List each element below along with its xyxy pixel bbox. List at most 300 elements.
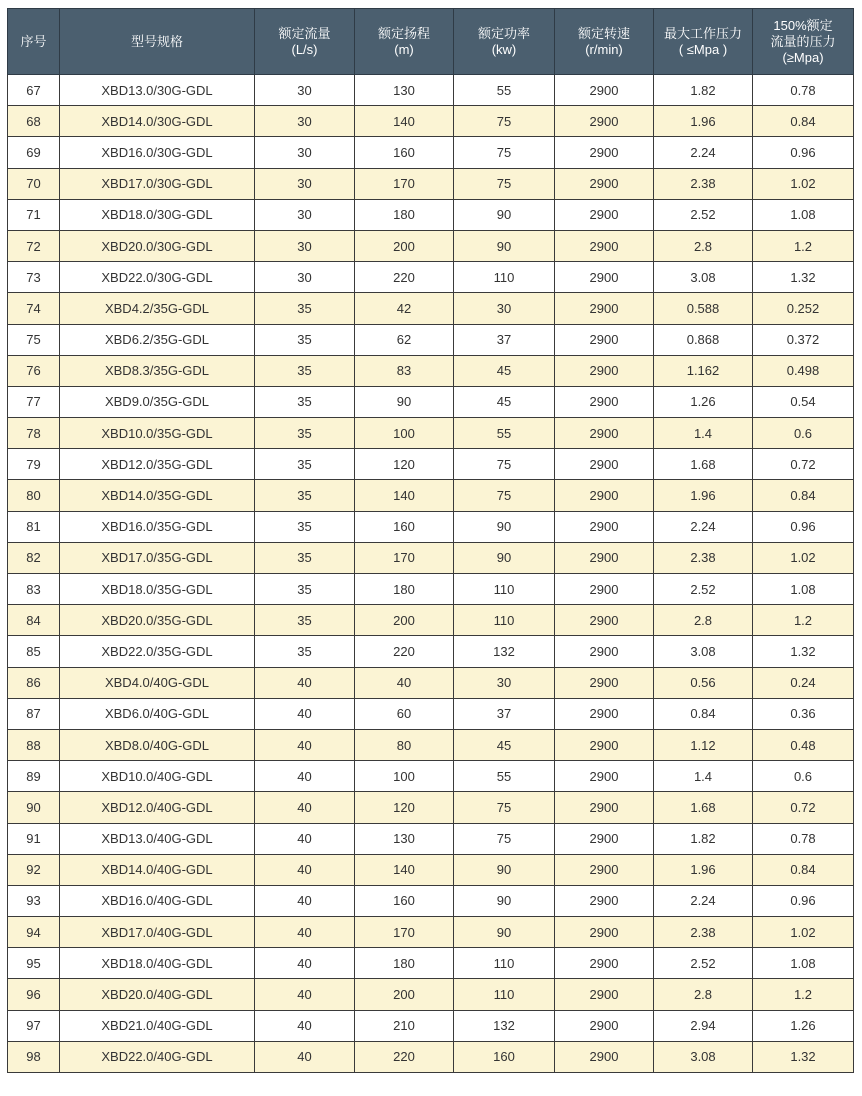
cell-head: 220 xyxy=(355,1041,454,1072)
spec-table-container xyxy=(7,8,853,1073)
cell-head: 140 xyxy=(355,480,454,511)
cell-power: 90 xyxy=(454,854,555,885)
cell-power: 55 xyxy=(454,761,555,792)
cell-head: 200 xyxy=(355,605,454,636)
cell-power: 75 xyxy=(454,106,555,137)
cell-index: 69 xyxy=(8,137,60,168)
cell-power: 75 xyxy=(454,480,555,511)
cell-model: XBD20.0/35G-GDL xyxy=(60,605,255,636)
header-text: 额定转速 xyxy=(577,25,630,41)
cell-max-pressure: 3.08 xyxy=(654,1041,753,1072)
cell-power: 110 xyxy=(454,574,555,605)
cell-power: 75 xyxy=(454,137,555,168)
cell-model: XBD18.0/35G-GDL xyxy=(60,574,255,605)
cell-head: 140 xyxy=(355,854,454,885)
cell-flow: 35 xyxy=(255,386,355,417)
header-speed xyxy=(555,9,654,75)
cell-head: 180 xyxy=(355,948,454,979)
cell-head: 180 xyxy=(355,199,454,230)
cell-head: 62 xyxy=(355,324,454,355)
cell-speed: 2900 xyxy=(555,386,654,417)
cell-speed: 2900 xyxy=(555,823,654,854)
cell-150-pressure: 0.36 xyxy=(753,698,854,729)
cell-flow: 40 xyxy=(255,885,355,916)
cell-speed: 2900 xyxy=(555,230,654,261)
header-text: ( ≤Mpa ) xyxy=(678,41,728,57)
table-row xyxy=(8,480,854,511)
cell-speed: 2900 xyxy=(555,761,654,792)
cell-index: 97 xyxy=(8,1010,60,1041)
table-row xyxy=(8,511,854,542)
cell-model: XBD14.0/35G-GDL xyxy=(60,480,255,511)
cell-speed: 2900 xyxy=(555,542,654,573)
cell-index: 86 xyxy=(8,667,60,698)
table-row xyxy=(8,574,854,605)
cell-head: 100 xyxy=(355,761,454,792)
cell-index: 98 xyxy=(8,1041,60,1072)
cell-power: 55 xyxy=(454,75,555,106)
cell-power: 75 xyxy=(454,792,555,823)
cell-flow: 35 xyxy=(255,636,355,667)
cell-model: XBD14.0/40G-GDL xyxy=(60,854,255,885)
cell-head: 200 xyxy=(355,979,454,1010)
cell-150-pressure: 0.96 xyxy=(753,885,854,916)
cell-speed: 2900 xyxy=(555,355,654,386)
header-text: 额定扬程 xyxy=(377,25,430,41)
cell-flow: 40 xyxy=(255,1010,355,1041)
table-row xyxy=(8,542,854,573)
cell-power: 30 xyxy=(454,293,555,324)
cell-flow: 40 xyxy=(255,854,355,885)
cell-speed: 2900 xyxy=(555,449,654,480)
cell-model: XBD4.0/40G-GDL xyxy=(60,667,255,698)
header-max-pressure xyxy=(654,9,753,75)
cell-model: XBD12.0/40G-GDL xyxy=(60,792,255,823)
cell-speed: 2900 xyxy=(555,636,654,667)
cell-max-pressure: 0.868 xyxy=(654,324,753,355)
cell-speed: 2900 xyxy=(555,948,654,979)
cell-150-pressure: 0.54 xyxy=(753,386,854,417)
table-row xyxy=(8,1010,854,1041)
header-text: (L/s) xyxy=(291,41,318,57)
cell-head: 160 xyxy=(355,885,454,916)
header-row xyxy=(8,9,854,75)
header-text: 150%额定 xyxy=(773,17,833,33)
cell-power: 75 xyxy=(454,823,555,854)
cell-model: XBD14.0/30G-GDL xyxy=(60,106,255,137)
table-row xyxy=(8,667,854,698)
cell-index: 94 xyxy=(8,917,60,948)
cell-model: XBD6.0/40G-GDL xyxy=(60,698,255,729)
cell-index: 76 xyxy=(8,355,60,386)
cell-power: 90 xyxy=(454,542,555,573)
cell-150-pressure: 0.498 xyxy=(753,355,854,386)
cell-max-pressure: 0.84 xyxy=(654,698,753,729)
cell-max-pressure: 2.52 xyxy=(654,199,753,230)
cell-head: 42 xyxy=(355,293,454,324)
table-row xyxy=(8,324,854,355)
cell-max-pressure: 2.8 xyxy=(654,979,753,1010)
cell-max-pressure: 3.08 xyxy=(654,262,753,293)
header-flow xyxy=(255,9,355,75)
cell-flow: 30 xyxy=(255,75,355,106)
table-row xyxy=(8,823,854,854)
cell-index: 92 xyxy=(8,854,60,885)
cell-index: 67 xyxy=(8,75,60,106)
cell-max-pressure: 2.38 xyxy=(654,542,753,573)
cell-index: 68 xyxy=(8,106,60,137)
cell-150-pressure: 0.24 xyxy=(753,667,854,698)
cell-index: 75 xyxy=(8,324,60,355)
cell-flow: 35 xyxy=(255,355,355,386)
cell-max-pressure: 1.68 xyxy=(654,792,753,823)
table-row xyxy=(8,106,854,137)
cell-model: XBD9.0/35G-GDL xyxy=(60,386,255,417)
table-row xyxy=(8,761,854,792)
cell-power: 90 xyxy=(454,511,555,542)
table-row xyxy=(8,262,854,293)
cell-power: 132 xyxy=(454,636,555,667)
cell-max-pressure: 1.68 xyxy=(654,449,753,480)
cell-power: 160 xyxy=(454,1041,555,1072)
cell-max-pressure: 1.12 xyxy=(654,729,753,760)
cell-head: 200 xyxy=(355,230,454,261)
cell-power: 110 xyxy=(454,979,555,1010)
cell-index: 91 xyxy=(8,823,60,854)
cell-index: 73 xyxy=(8,262,60,293)
cell-power: 90 xyxy=(454,230,555,261)
table-row xyxy=(8,605,854,636)
table-row xyxy=(8,1041,854,1072)
cell-index: 71 xyxy=(8,199,60,230)
cell-max-pressure: 1.96 xyxy=(654,854,753,885)
cell-speed: 2900 xyxy=(555,667,654,698)
cell-model: XBD6.2/35G-GDL xyxy=(60,324,255,355)
cell-index: 84 xyxy=(8,605,60,636)
cell-model: XBD16.0/40G-GDL xyxy=(60,885,255,916)
cell-max-pressure: 2.24 xyxy=(654,885,753,916)
cell-flow: 40 xyxy=(255,667,355,698)
cell-index: 93 xyxy=(8,885,60,916)
cell-speed: 2900 xyxy=(555,854,654,885)
cell-flow: 30 xyxy=(255,230,355,261)
cell-150-pressure: 1.2 xyxy=(753,230,854,261)
cell-max-pressure: 1.82 xyxy=(654,75,753,106)
table-row xyxy=(8,792,854,823)
cell-flow: 35 xyxy=(255,449,355,480)
cell-speed: 2900 xyxy=(555,293,654,324)
cell-model: XBD10.0/40G-GDL xyxy=(60,761,255,792)
cell-power: 45 xyxy=(454,729,555,760)
cell-model: XBD17.0/35G-GDL xyxy=(60,542,255,573)
header-text: (kw) xyxy=(491,41,517,57)
cell-flow: 30 xyxy=(255,199,355,230)
cell-power: 45 xyxy=(454,386,555,417)
cell-power: 55 xyxy=(454,418,555,449)
cell-speed: 2900 xyxy=(555,480,654,511)
cell-flow: 40 xyxy=(255,979,355,1010)
table-row xyxy=(8,75,854,106)
cell-flow: 30 xyxy=(255,106,355,137)
table-header xyxy=(8,9,854,75)
cell-flow: 35 xyxy=(255,293,355,324)
cell-speed: 2900 xyxy=(555,917,654,948)
table-row xyxy=(8,355,854,386)
cell-head: 140 xyxy=(355,106,454,137)
cell-flow: 35 xyxy=(255,605,355,636)
cell-index: 81 xyxy=(8,511,60,542)
table-row xyxy=(8,293,854,324)
cell-flow: 30 xyxy=(255,168,355,199)
cell-head: 90 xyxy=(355,386,454,417)
cell-max-pressure: 1.96 xyxy=(654,106,753,137)
cell-power: 132 xyxy=(454,1010,555,1041)
cell-150-pressure: 0.6 xyxy=(753,761,854,792)
cell-model: XBD4.2/35G-GDL xyxy=(60,293,255,324)
table-body xyxy=(8,75,854,1073)
cell-model: XBD20.0/40G-GDL xyxy=(60,979,255,1010)
cell-max-pressure: 2.8 xyxy=(654,605,753,636)
cell-150-pressure: 0.84 xyxy=(753,854,854,885)
cell-index: 96 xyxy=(8,979,60,1010)
cell-power: 75 xyxy=(454,449,555,480)
cell-head: 210 xyxy=(355,1010,454,1041)
cell-flow: 35 xyxy=(255,574,355,605)
cell-150-pressure: 1.08 xyxy=(753,199,854,230)
cell-150-pressure: 1.02 xyxy=(753,168,854,199)
cell-model: XBD8.3/35G-GDL xyxy=(60,355,255,386)
cell-150-pressure: 1.02 xyxy=(753,917,854,948)
cell-150-pressure: 0.96 xyxy=(753,511,854,542)
header-text: (r/min) xyxy=(585,41,623,57)
cell-speed: 2900 xyxy=(555,418,654,449)
table-row xyxy=(8,917,854,948)
table-row xyxy=(8,199,854,230)
cell-max-pressure: 2.24 xyxy=(654,137,753,168)
cell-150-pressure: 1.2 xyxy=(753,605,854,636)
cell-flow: 35 xyxy=(255,324,355,355)
cell-index: 89 xyxy=(8,761,60,792)
cell-150-pressure: 0.96 xyxy=(753,137,854,168)
table-row xyxy=(8,230,854,261)
cell-index: 79 xyxy=(8,449,60,480)
cell-model: XBD22.0/40G-GDL xyxy=(60,1041,255,1072)
header-text: 额定流量 xyxy=(278,25,331,41)
table-row xyxy=(8,449,854,480)
cell-flow: 40 xyxy=(255,1041,355,1072)
cell-speed: 2900 xyxy=(555,75,654,106)
cell-150-pressure: 1.2 xyxy=(753,979,854,1010)
table-row xyxy=(8,168,854,199)
cell-150-pressure: 0.372 xyxy=(753,324,854,355)
cell-power: 75 xyxy=(454,168,555,199)
cell-power: 90 xyxy=(454,885,555,916)
cell-model: XBD16.0/30G-GDL xyxy=(60,137,255,168)
cell-head: 60 xyxy=(355,698,454,729)
cell-speed: 2900 xyxy=(555,605,654,636)
cell-index: 83 xyxy=(8,574,60,605)
cell-index: 78 xyxy=(8,418,60,449)
cell-model: XBD22.0/30G-GDL xyxy=(60,262,255,293)
cell-model: XBD12.0/35G-GDL xyxy=(60,449,255,480)
cell-model: XBD17.0/40G-GDL xyxy=(60,917,255,948)
cell-150-pressure: 1.26 xyxy=(753,1010,854,1041)
cell-150-pressure: 0.72 xyxy=(753,449,854,480)
cell-150-pressure: 1.02 xyxy=(753,542,854,573)
cell-model: XBD16.0/35G-GDL xyxy=(60,511,255,542)
cell-head: 160 xyxy=(355,511,454,542)
cell-speed: 2900 xyxy=(555,1041,654,1072)
cell-index: 87 xyxy=(8,698,60,729)
cell-model: XBD10.0/35G-GDL xyxy=(60,418,255,449)
cell-speed: 2900 xyxy=(555,324,654,355)
pump-spec-table xyxy=(7,8,854,1073)
table-row xyxy=(8,948,854,979)
cell-index: 80 xyxy=(8,480,60,511)
cell-head: 170 xyxy=(355,542,454,573)
cell-index: 72 xyxy=(8,230,60,261)
cell-head: 220 xyxy=(355,636,454,667)
cell-model: XBD18.0/40G-GDL xyxy=(60,948,255,979)
cell-150-pressure: 0.48 xyxy=(753,729,854,760)
cell-head: 130 xyxy=(355,75,454,106)
cell-max-pressure: 0.588 xyxy=(654,293,753,324)
cell-speed: 2900 xyxy=(555,729,654,760)
header-power xyxy=(454,9,555,75)
cell-max-pressure: 1.96 xyxy=(654,480,753,511)
cell-head: 170 xyxy=(355,917,454,948)
header-text: 型号规格 xyxy=(130,33,183,49)
cell-max-pressure: 2.38 xyxy=(654,917,753,948)
table-row xyxy=(8,636,854,667)
header-text: (≥Mpa) xyxy=(782,49,824,65)
header-150-pressure xyxy=(753,9,854,75)
cell-flow: 30 xyxy=(255,137,355,168)
cell-head: 120 xyxy=(355,792,454,823)
cell-model: XBD22.0/35G-GDL xyxy=(60,636,255,667)
cell-150-pressure: 0.6 xyxy=(753,418,854,449)
cell-head: 40 xyxy=(355,667,454,698)
cell-head: 130 xyxy=(355,823,454,854)
header-text: 流量的压力 xyxy=(770,33,836,49)
cell-model: XBD13.0/30G-GDL xyxy=(60,75,255,106)
cell-index: 82 xyxy=(8,542,60,573)
cell-150-pressure: 1.32 xyxy=(753,1041,854,1072)
cell-head: 83 xyxy=(355,355,454,386)
cell-max-pressure: 2.52 xyxy=(654,574,753,605)
header-text: 序号 xyxy=(20,33,47,49)
cell-max-pressure: 1.4 xyxy=(654,761,753,792)
table-row xyxy=(8,137,854,168)
cell-150-pressure: 0.84 xyxy=(753,480,854,511)
cell-power: 30 xyxy=(454,667,555,698)
cell-150-pressure: 1.32 xyxy=(753,636,854,667)
cell-150-pressure: 0.84 xyxy=(753,106,854,137)
cell-speed: 2900 xyxy=(555,792,654,823)
cell-index: 77 xyxy=(8,386,60,417)
cell-speed: 2900 xyxy=(555,574,654,605)
cell-head: 80 xyxy=(355,729,454,760)
cell-power: 45 xyxy=(454,355,555,386)
cell-150-pressure: 0.252 xyxy=(753,293,854,324)
cell-speed: 2900 xyxy=(555,698,654,729)
cell-index: 95 xyxy=(8,948,60,979)
cell-flow: 40 xyxy=(255,948,355,979)
header-text: (m) xyxy=(394,41,414,57)
cell-speed: 2900 xyxy=(555,106,654,137)
header-model xyxy=(60,9,255,75)
cell-power: 37 xyxy=(454,698,555,729)
cell-flow: 35 xyxy=(255,418,355,449)
cell-speed: 2900 xyxy=(555,137,654,168)
cell-head: 120 xyxy=(355,449,454,480)
table-row xyxy=(8,885,854,916)
cell-speed: 2900 xyxy=(555,168,654,199)
cell-head: 160 xyxy=(355,137,454,168)
cell-power: 90 xyxy=(454,199,555,230)
header-index xyxy=(8,9,60,75)
cell-flow: 40 xyxy=(255,761,355,792)
cell-power: 110 xyxy=(454,262,555,293)
cell-max-pressure: 1.26 xyxy=(654,386,753,417)
cell-150-pressure: 1.08 xyxy=(753,948,854,979)
cell-flow: 30 xyxy=(255,262,355,293)
cell-speed: 2900 xyxy=(555,885,654,916)
table-row xyxy=(8,979,854,1010)
cell-model: XBD21.0/40G-GDL xyxy=(60,1010,255,1041)
cell-150-pressure: 1.32 xyxy=(753,262,854,293)
cell-head: 170 xyxy=(355,168,454,199)
cell-flow: 40 xyxy=(255,917,355,948)
cell-speed: 2900 xyxy=(555,1010,654,1041)
cell-flow: 35 xyxy=(255,480,355,511)
cell-flow: 35 xyxy=(255,542,355,573)
cell-power: 37 xyxy=(454,324,555,355)
table-row xyxy=(8,418,854,449)
cell-head: 180 xyxy=(355,574,454,605)
table-row xyxy=(8,854,854,885)
cell-max-pressure: 2.8 xyxy=(654,230,753,261)
cell-model: XBD17.0/30G-GDL xyxy=(60,168,255,199)
cell-max-pressure: 2.94 xyxy=(654,1010,753,1041)
cell-max-pressure: 1.162 xyxy=(654,355,753,386)
cell-max-pressure: 3.08 xyxy=(654,636,753,667)
cell-model: XBD13.0/40G-GDL xyxy=(60,823,255,854)
cell-index: 88 xyxy=(8,729,60,760)
cell-150-pressure: 0.78 xyxy=(753,75,854,106)
cell-index: 70 xyxy=(8,168,60,199)
cell-speed: 2900 xyxy=(555,979,654,1010)
cell-flow: 40 xyxy=(255,792,355,823)
header-head xyxy=(355,9,454,75)
cell-model: XBD20.0/30G-GDL xyxy=(60,230,255,261)
cell-index: 74 xyxy=(8,293,60,324)
cell-power: 110 xyxy=(454,605,555,636)
cell-model: XBD8.0/40G-GDL xyxy=(60,729,255,760)
cell-flow: 40 xyxy=(255,823,355,854)
cell-max-pressure: 0.56 xyxy=(654,667,753,698)
cell-max-pressure: 2.38 xyxy=(654,168,753,199)
cell-max-pressure: 1.82 xyxy=(654,823,753,854)
header-text: 额定功率 xyxy=(477,25,530,41)
cell-speed: 2900 xyxy=(555,511,654,542)
cell-max-pressure: 2.24 xyxy=(654,511,753,542)
cell-speed: 2900 xyxy=(555,262,654,293)
cell-150-pressure: 0.78 xyxy=(753,823,854,854)
cell-max-pressure: 2.52 xyxy=(654,948,753,979)
cell-head: 100 xyxy=(355,418,454,449)
cell-flow: 35 xyxy=(255,511,355,542)
